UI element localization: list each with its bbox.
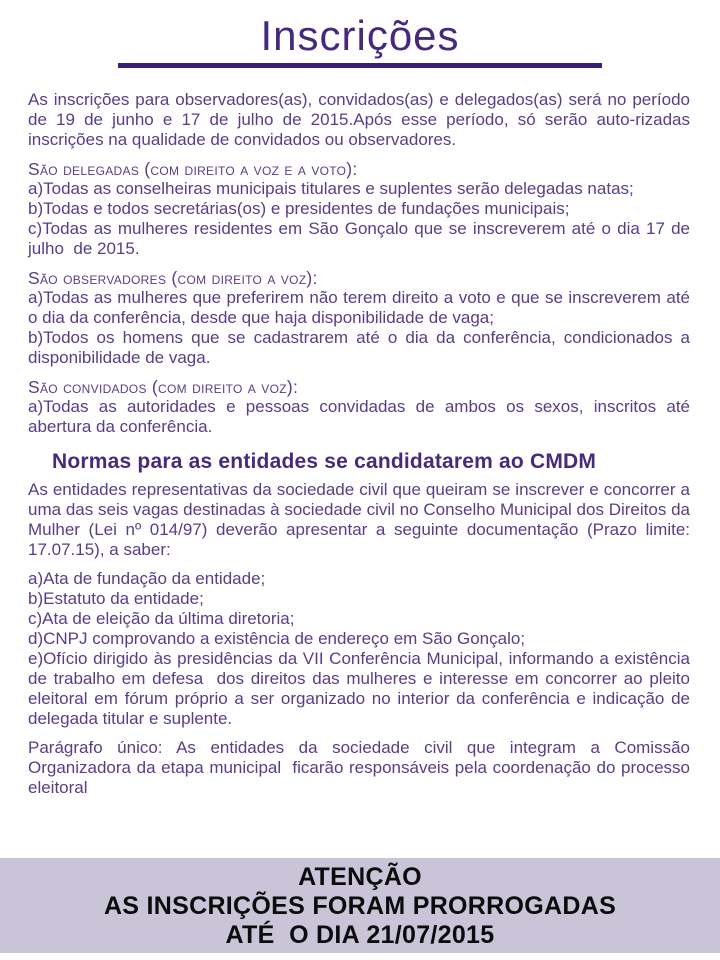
banner-line-2: AS INSCRIÇÕES FORAM PRORROGADAS — [103, 892, 617, 920]
norms-intro-paragraph: As entidades representativas da sociedade civil que queiram se inscrever e concorrer a uma das seis vagas destinadas à sociedade civil no Conselho Municipal dos Direitos da Mulher (Lei nº 014/97) deverão apresentar a seguinte documentação (Prazo limite: 17.07.15), a saber: — [28, 480, 695, 560]
page-title: Inscrições — [260, 12, 460, 59]
section-convidados-heading: São convidados (com direito a voz): — [28, 377, 299, 398]
section-observadores — [28, 268, 695, 368]
list-item: c)Todas as mulheres residentes em São Gonçalo que se inscreverem até o dia 17 de julho de 2015. — [28, 219, 695, 259]
banner-line-1: ATENÇÃO — [298, 863, 422, 891]
list-item: a)Todas as autoridades e pessoas convidadas de ambos os sexos, inscritos até abertura da conferência. — [28, 397, 695, 437]
list-item: a)Todas as mulheres que preferirem não terem direito a voto e que se inscreverem até o dia da conferência, desde que haja disponibilidade de vaga; — [28, 288, 695, 328]
document-item: e)Ofício dirigido às presidências da VII Conferência Municipal, informando a existência de trabalho em defesa dos direitos das mulheres e interesse em concorrer ao pleito eleitoral em fórum próprio a ser organizado no interior da conferência e indicação de delegada titular e suplente. — [28, 649, 695, 729]
section-convidados — [28, 377, 695, 437]
content-area — [28, 90, 695, 798]
title-underline — [118, 63, 602, 68]
document-item: b)Estatuto da entidade; — [28, 589, 204, 609]
list-item: b)Todas e todos secretárias(os) e presidentes de fundações municipais; — [28, 199, 570, 219]
intro-paragraph: As inscrições para observadores(as), convidados(as) e delegados(as) será no período de 19 de junho e 17 de julho de 2015.Após esse período, só serão auto-rizadas inscrições na qualidade de convidados ou observadores. — [28, 90, 695, 150]
document-item: a)Ata de fundação da entidade; — [28, 569, 266, 589]
section-observadores-heading: São observadores (com direito a voz): — [28, 268, 318, 289]
banner-line-3: ATÉ O DIA 21/07/2015 — [225, 921, 495, 949]
single-paragraph: Parágrafo único: As entidades da sociedade civil que integram a Comissão Organizadora da etapa municipal ficarão responsáveis pela coordenação do processo eleitoral — [28, 738, 695, 798]
document-item: d)CNPJ comprovando a existência de endereço em São Gonçalo; — [28, 629, 526, 649]
page-header — [0, 0, 720, 68]
documents-list — [28, 569, 695, 729]
list-item: b)Todos os homens que se cadastrarem até o dia da conferência, condicionados a disponibilidade de vaga. — [28, 328, 695, 368]
list-item: a)Todas as conselheiras municipais titulares e suplentes serão delegadas natas; — [28, 179, 634, 199]
document-item: c)Ata de eleição da última diretoria; — [28, 609, 295, 629]
section-delegadas-heading: São delegadas (com direito a voz e a voto): — [28, 159, 358, 180]
attention-banner — [0, 858, 720, 953]
norms-heading: Normas para as entidades se candidatarem ao CMDM — [52, 450, 597, 474]
section-delegadas — [28, 159, 695, 259]
